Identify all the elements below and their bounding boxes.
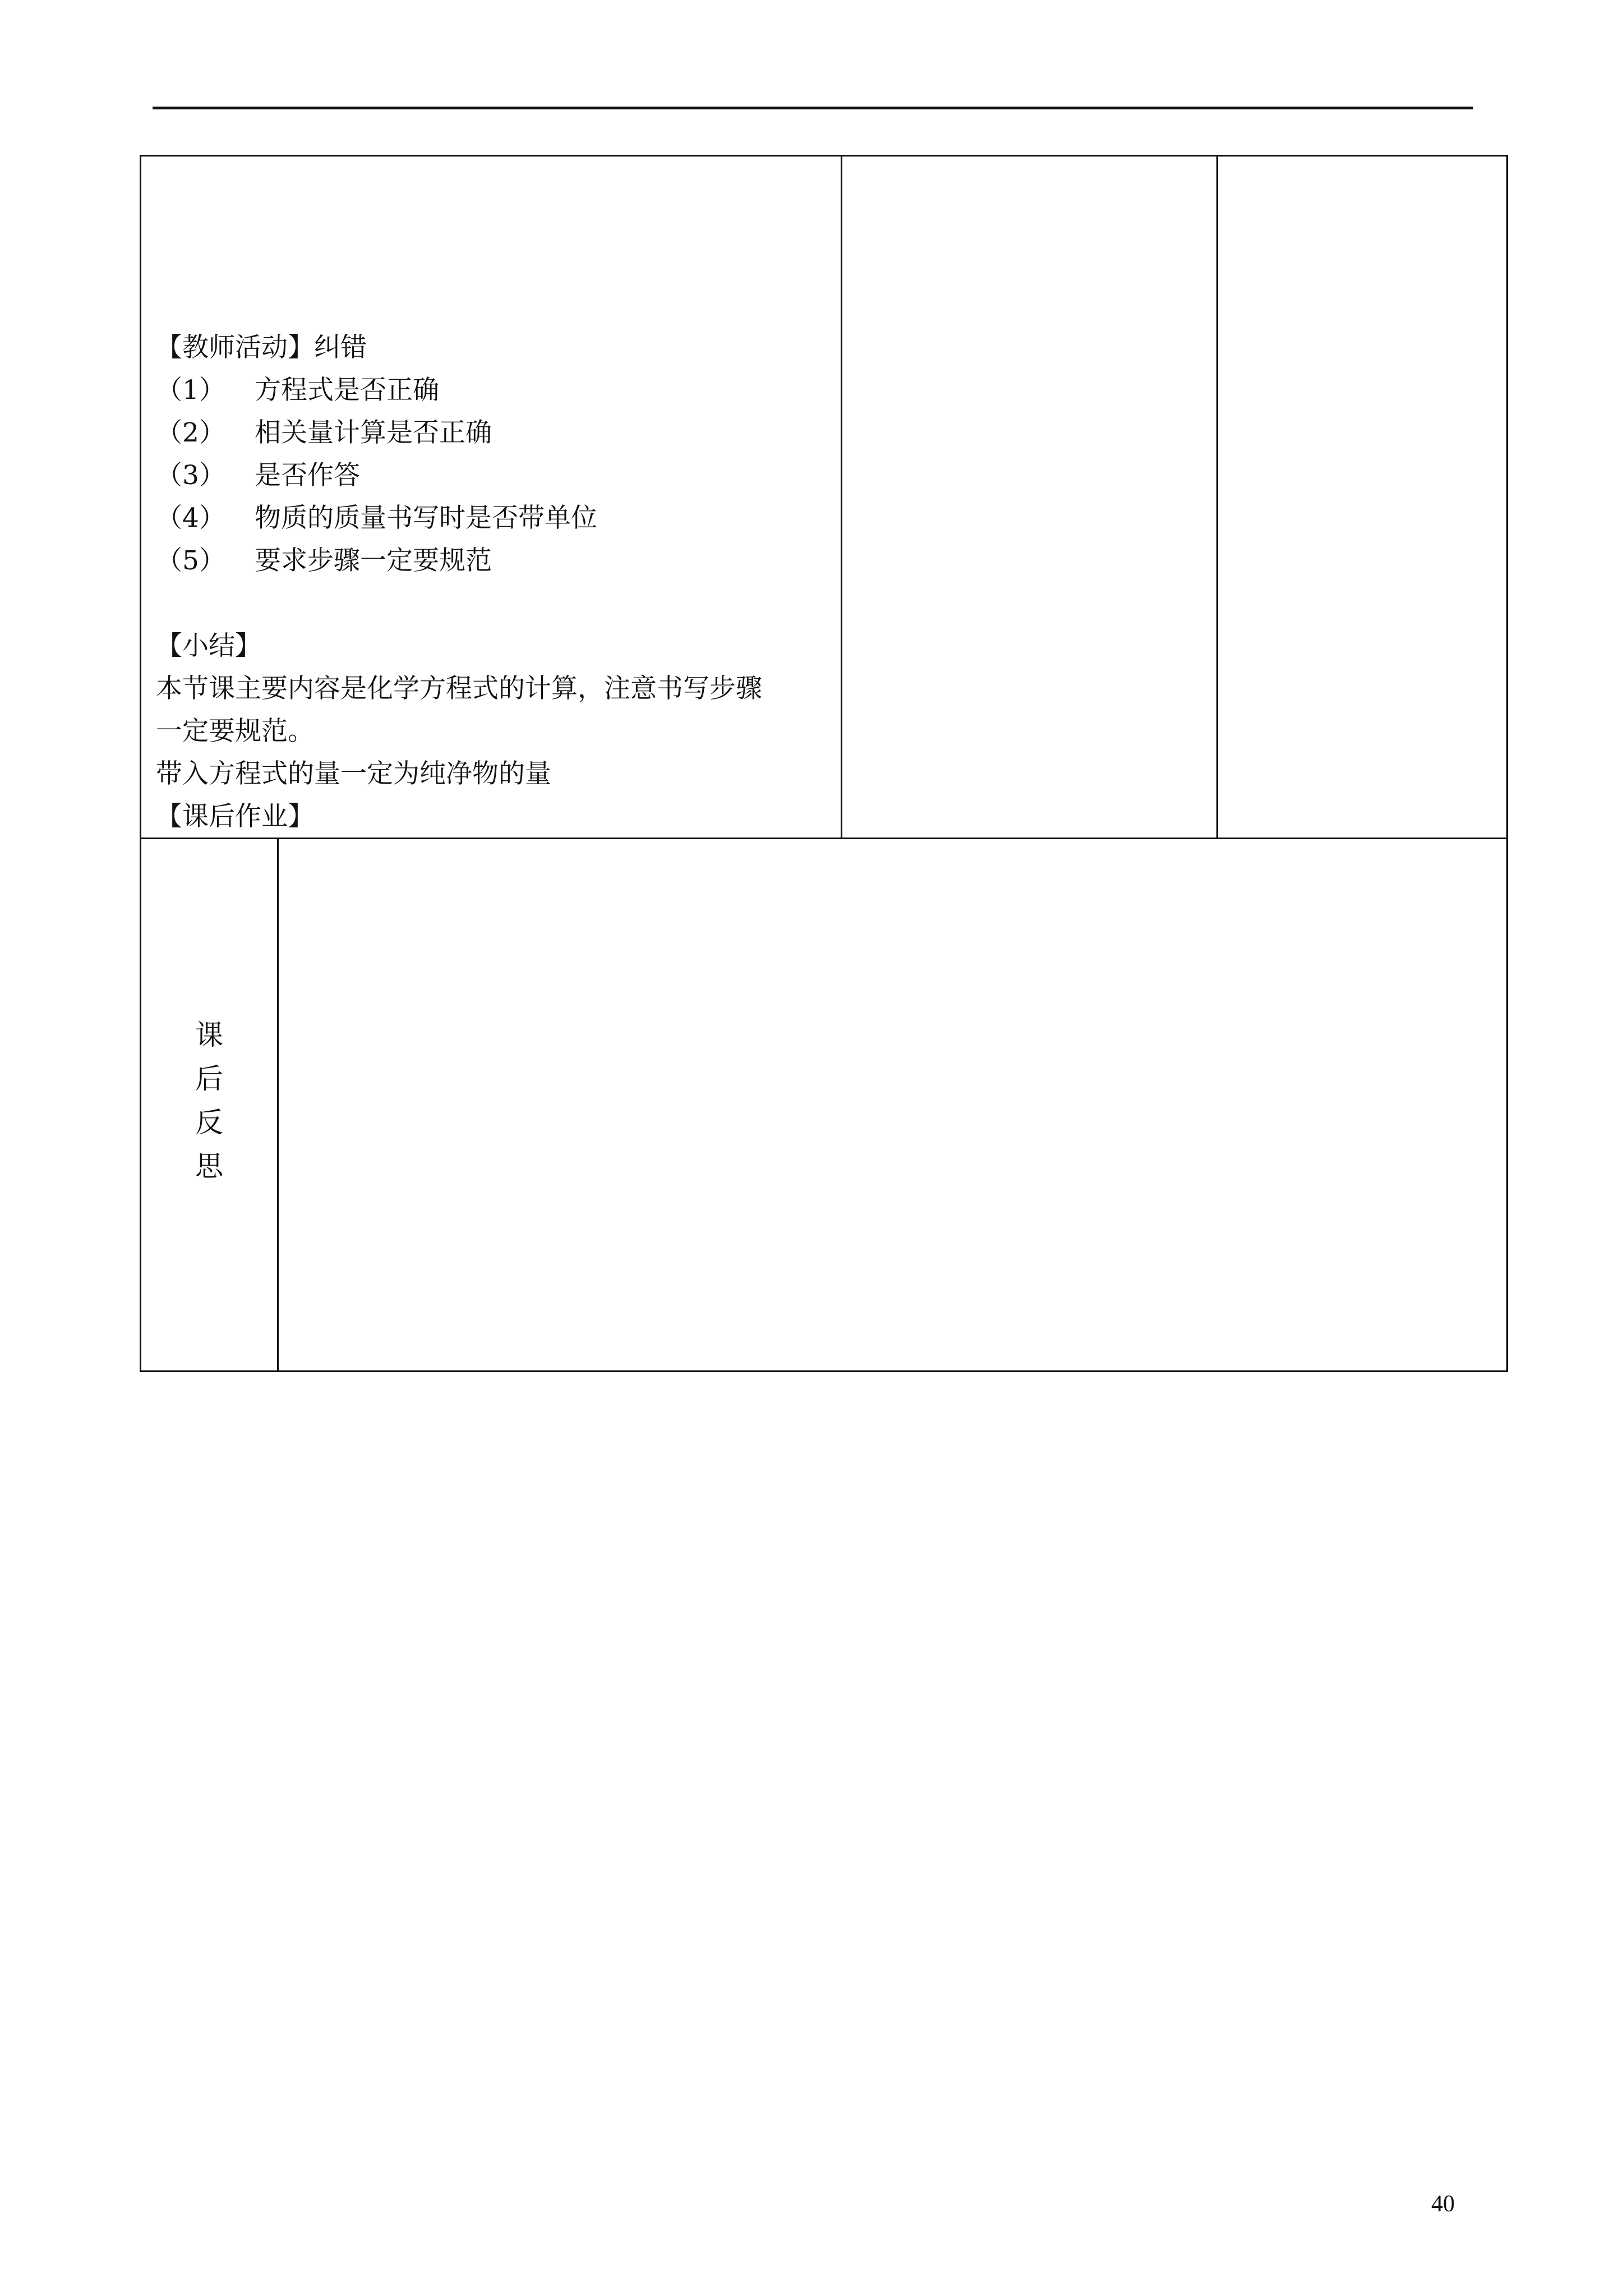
homework-heading: 【课后作业】	[156, 801, 314, 832]
summary-text: 一定要规范。	[156, 716, 314, 747]
label-char: 思	[195, 1150, 223, 1182]
column-divider	[841, 157, 842, 838]
summary-text: 本节课主要内容是化学方程式的计算，注意书写步骤	[156, 673, 762, 704]
check-item-number: （4）	[156, 503, 225, 533]
label-char: 课	[195, 1019, 223, 1051]
check-item	[156, 369, 829, 412]
check-item-number: （2）	[156, 417, 225, 448]
blank-line	[156, 582, 829, 625]
check-item	[156, 497, 829, 540]
column-divider	[1216, 157, 1218, 838]
check-item-text: 要求步骤一定要规范	[255, 545, 492, 576]
check-item	[156, 454, 829, 497]
check-item-text: 物质的质量书写时是否带单位	[255, 503, 597, 533]
summary-text: 带入方程式的量一定为纯净物的量	[156, 758, 551, 789]
check-item-number: （5）	[156, 545, 225, 576]
check-item	[156, 412, 829, 454]
check-item-text: 是否作答	[255, 460, 360, 491]
check-item-text: 相关量计算是否正确	[255, 417, 492, 448]
teaching-process-cell	[156, 326, 829, 838]
label-char: 后	[195, 1062, 223, 1095]
check-item-number: （1）	[156, 375, 225, 406]
check-item-text: 方程式是否正确	[255, 375, 439, 406]
summary-heading: 【小结】	[156, 631, 261, 661]
label-char: 反	[195, 1106, 223, 1139]
check-item-number: （3）	[156, 460, 225, 491]
column-divider	[277, 839, 279, 1370]
post-class-reflection-label	[141, 1013, 277, 1188]
reflection-table	[140, 838, 1508, 1372]
lesson-table-upper	[140, 155, 1508, 839]
teacher-activity-heading: 【教师活动】纠错	[156, 332, 367, 363]
header-rule	[153, 107, 1473, 109]
check-item	[156, 540, 829, 582]
page-number: 40	[1431, 2191, 1455, 2217]
